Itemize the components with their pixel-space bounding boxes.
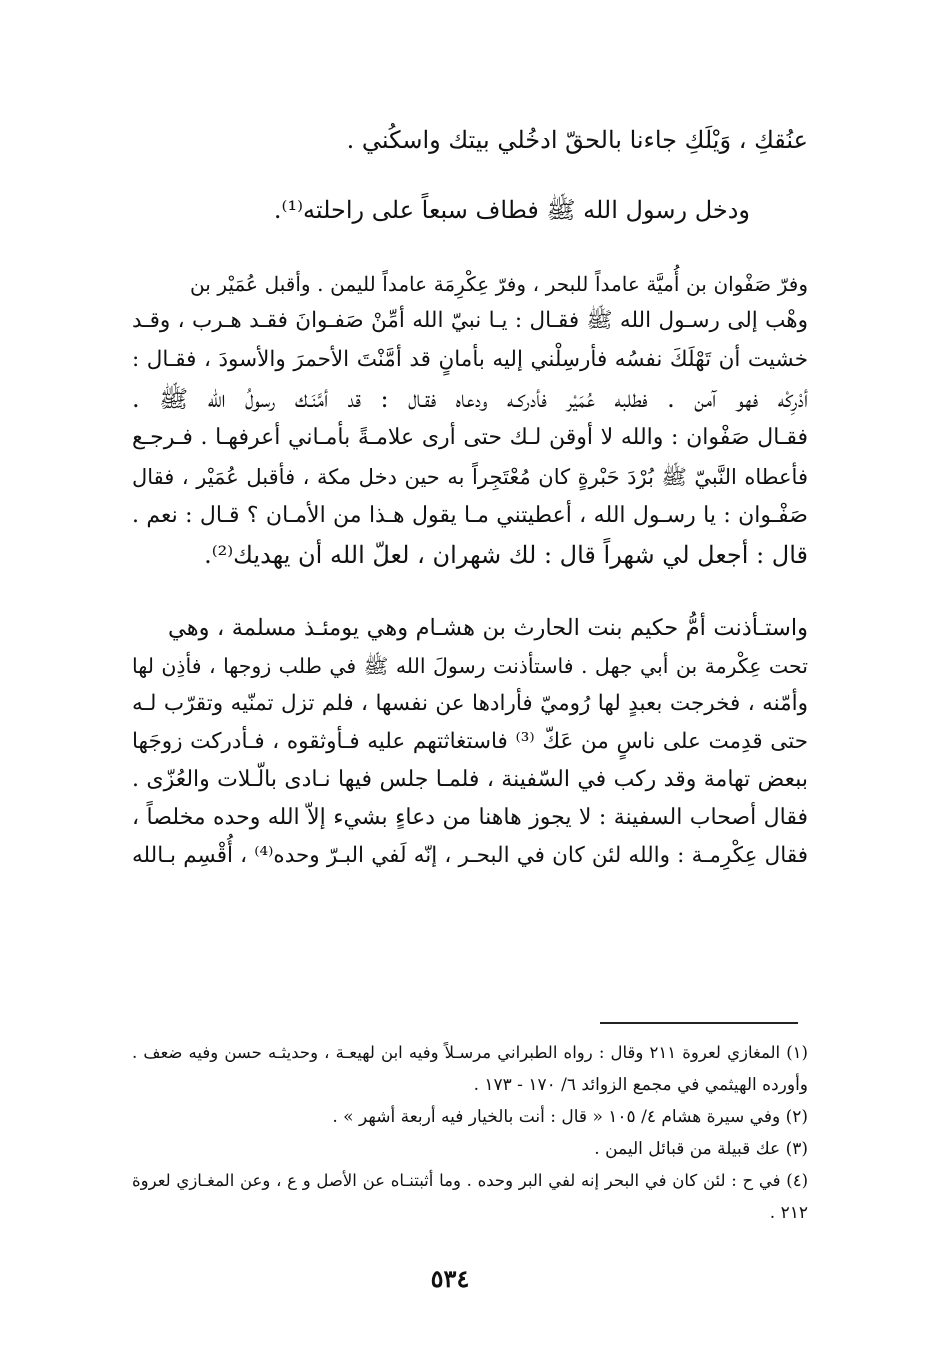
text-line: واستـأذنت أمُّ حكيم بنت الحارث بن هشـام وهي يومئـذ مسلمة ، وهي <box>168 615 808 641</box>
text-line: حتى قدِمت على ناسٍ من عَكّ ⁽³⁾ فاستغاثتهم عليه فـأوثقوه ، فـأدركت زوجَها <box>132 729 808 754</box>
footnote-separator <box>600 1022 798 1024</box>
text-line: فقال عِكْرِمـة : والله لئن كان في البحـر ، إنّه لَفي البـرّ وحده⁽⁴⁾ ، أُقْسِم بـالله <box>132 843 808 868</box>
text-line: فأعطاه النَّبيّ ﷺ بُرْدَ حَبْرةٍ كان مُعْتَجِراً به حين دخل مكة ، فأقبل عُمَيْر ، فقال <box>132 465 808 489</box>
text-line: خشيت أن تَهْلَكَ نفسُه فأرسِلْني إليه بأمانٍ قد أمَّنْتَ الأحمرَ والأسودَ ، فقـال : <box>132 347 808 372</box>
footnote-line: (٤) في ح : لئن كان في البحر إنه لفي البر وحده . وما أثبتنـاه عن الأصل و ع ، وعن المغـازي لعروة <box>132 1171 808 1190</box>
text-line: فقـال صَفْوان : والله لا أوقن لـك حتى أرى علامـةً بأمـاني أعرفهـا . فـرجـع <box>132 425 808 450</box>
footnote-line: (١) المغازي لعروة ٢١١ وقال : رواه الطبراني مرسـلاً وفيه ابن لهيعـة ، وحديثـه حسن وفيه ضعف . <box>132 1043 808 1062</box>
footnote-line: ٢١٢ . <box>769 1203 808 1223</box>
text-line: صَفْـوان : يا رسـول الله ، أعطيتني مـا يقول هـذا من الأمـان ؟ قـال : نعم . <box>132 503 808 528</box>
text-line: تحت عِكْرمة بن أبي جهل . فاستأذنت رسولَ الله ﷺ في طلب زوجها ، فأذِن لها <box>132 654 808 678</box>
text-line: وهْب إلى رسـول الله ﷺ فقـال : يـا نبيّ الله أمِّنْ صَفـوانَ فقـد هـرب ، وقـد <box>132 308 808 333</box>
text-line: قال : أجعل لي شهراً قال : لك شهران ، لعلّ الله أن يهديك⁽²⁾. <box>204 541 808 569</box>
page-number: ٥٣٤ <box>430 1264 470 1293</box>
text-line: ودخل رسول الله ﷺ فطاف سبعاً على راحلته⁽¹⁾. <box>273 196 750 224</box>
text-line: أدْرِكْه فهو آمن . فطلبه عُمَيْر فأدركـه ودعاه فقـال : قد أمَّنَـك رسولُ الله ﷺ . <box>132 385 808 413</box>
footnote-line: (٢) وفي سيرة هشام ٤/ ١٠٥ « قال : أنت بالخيار فيه أربعة أشهر » . <box>332 1107 808 1127</box>
text-line: عنُقكِ ، وَيْلَكِ جاءنا بالحقّ ادخُلي بيتك واسكُني . <box>346 126 808 154</box>
text-line: وفرّ صَفْوان بن أُميَّة عامداً للبحر ، وفرّ عِكْرِمَة عامداً لليمن . وأقبل عُمَيْر بن <box>190 272 808 296</box>
text-line: وأمّنه ، فخرجت بعبدٍ لها رُوميّ فأرادها عن نفسها ، فلم تزل تمنّيه وتقرّب لـه <box>132 691 808 716</box>
footnote-line: وأورده الهيثمي في مجمع الزوائد ٦/ ١٧٠ - ١٧٣ . <box>473 1075 808 1095</box>
text-line: فقال أصحاب السفينة : لا يجوز هاهنا من دعاءٍ بشيء إلاّ الله وحده مخلصاً ، <box>132 805 808 830</box>
text-line: ببعض تهامة وقد ركب في السّفينة ، فلمـا جلس فيها نـادى بالّـلات والعُزّى . <box>132 767 808 792</box>
footnote-line: (٣) عك قبيلة من قبائل اليمن . <box>594 1139 808 1159</box>
